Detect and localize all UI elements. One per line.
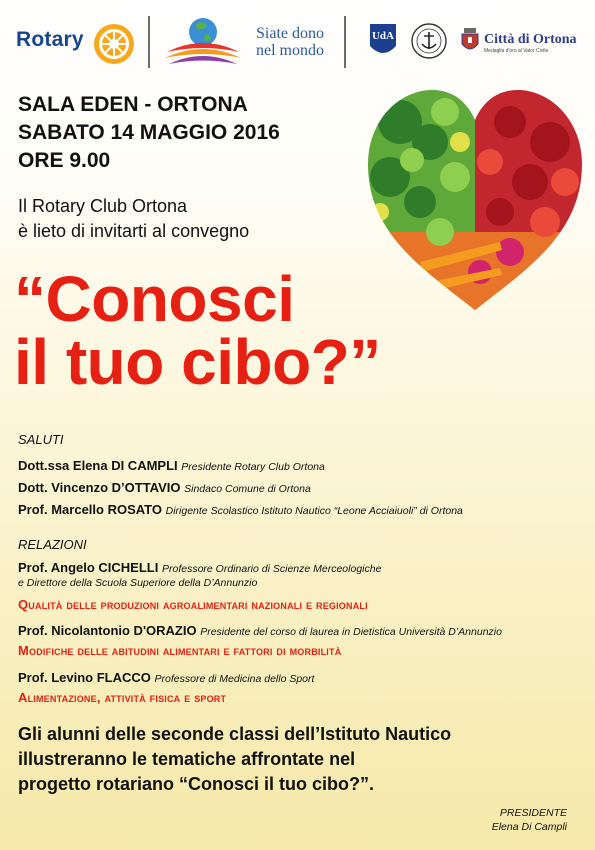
speaker — [18, 670, 314, 685]
title-line-2: il tuo cibo?” — [14, 326, 381, 398]
siate-dono-slogan — [256, 25, 324, 59]
closing-line-2: illustreranno le tematiche affrontate nel — [18, 749, 356, 769]
title-line-1: “Conosci — [14, 263, 295, 335]
president-signature — [492, 806, 567, 834]
closing-line-3: progetto rotariano “Conosci il tuo cibo?”. — [18, 774, 374, 794]
date: SABATO 14 MAGGIO 2016 — [18, 121, 280, 144]
person-role: Sindaco Comune di Ortona — [184, 483, 311, 495]
siate-dono-globe-icon — [163, 14, 243, 66]
rotary-wheel-icon — [92, 22, 136, 66]
saluti-person — [18, 502, 463, 517]
slogan-line-1: Siate dono — [256, 25, 324, 42]
svg-text:UdA: UdA — [371, 30, 395, 42]
event-title — [14, 263, 381, 398]
rotary-logo-text: Rotary — [16, 28, 84, 51]
saluti-person — [18, 480, 311, 495]
citta-ortona-name: Città di Ortona — [484, 32, 577, 47]
president-name: Elena Di Campli — [491, 821, 567, 833]
event-info — [18, 91, 280, 175]
header-divider-2 — [344, 16, 346, 68]
speaker — [18, 560, 381, 575]
venue: SALA EDEN - ORTONA — [18, 93, 248, 116]
speaker-name: Prof. Nicolantonio D'ORAZIO — [18, 623, 197, 638]
person-role: Dirigente Scolastico Istituto Nautico “Leone Acciaiuoli” di Ortona — [165, 505, 463, 517]
invite-line-2: è lieto di invitarti al convegno — [18, 221, 250, 241]
citta-ortona-subtitle: Medaglia d'oro al Valor Civile — [484, 48, 549, 54]
invitation-text — [18, 194, 249, 244]
talk-topic: Alimentazione, attività fisica e sport — [18, 690, 227, 705]
vegetable-heart-image — [360, 82, 590, 314]
time: ORE 9.00 — [18, 149, 111, 172]
person-name: Prof. Marcello ROSATO — [18, 502, 162, 517]
closing-paragraph — [18, 722, 578, 797]
speaker — [18, 623, 502, 638]
uda-university-logo — [368, 22, 398, 62]
speaker-name: Prof. Levino FLACCO — [18, 670, 151, 685]
speaker-role: Professore di Medicina dello Sport — [154, 673, 315, 685]
relazioni-heading: RELAZIONI — [18, 537, 87, 552]
saluti-person — [18, 458, 325, 473]
slogan-line-2: nel mondo — [256, 42, 324, 59]
person-role: Presidente Rotary Club Ortona — [181, 461, 325, 473]
header-divider — [148, 16, 150, 68]
person-name: Dott. Vincenzo D’OTTAVIO — [18, 480, 181, 495]
closing-line-1: Gli alunni delle seconde classi dell’Istituto Nautico — [18, 724, 452, 744]
speaker-role-line-2: e Direttore della Scuola Superiore della D’Annunzio — [18, 577, 258, 589]
saluti-heading: SALUTI — [18, 432, 64, 447]
citta-ortona-crest-icon — [460, 28, 480, 54]
talk-topic: Modifiche delle abitudini alimentari e fattori di morbilità — [18, 643, 342, 658]
speaker-role: Professore Ordinario di Scienze Merceologiche — [161, 563, 382, 575]
speaker-name: Prof. Angelo CICHELLI — [18, 560, 159, 575]
invite-line-1: Il Rotary Club Ortona — [18, 196, 188, 216]
person-name: Dott.ssa Elena DI CAMPLI — [18, 458, 178, 473]
talk-topic: Qualità delle produzioni agroalimentari nazionali e regionali — [18, 597, 368, 612]
speaker-role: Presidente del corso di laurea in Dietistica Università D’Annunzio — [200, 626, 502, 638]
president-title: PRESIDENTE — [499, 807, 567, 819]
nautico-anchor-seal-icon — [410, 22, 448, 60]
